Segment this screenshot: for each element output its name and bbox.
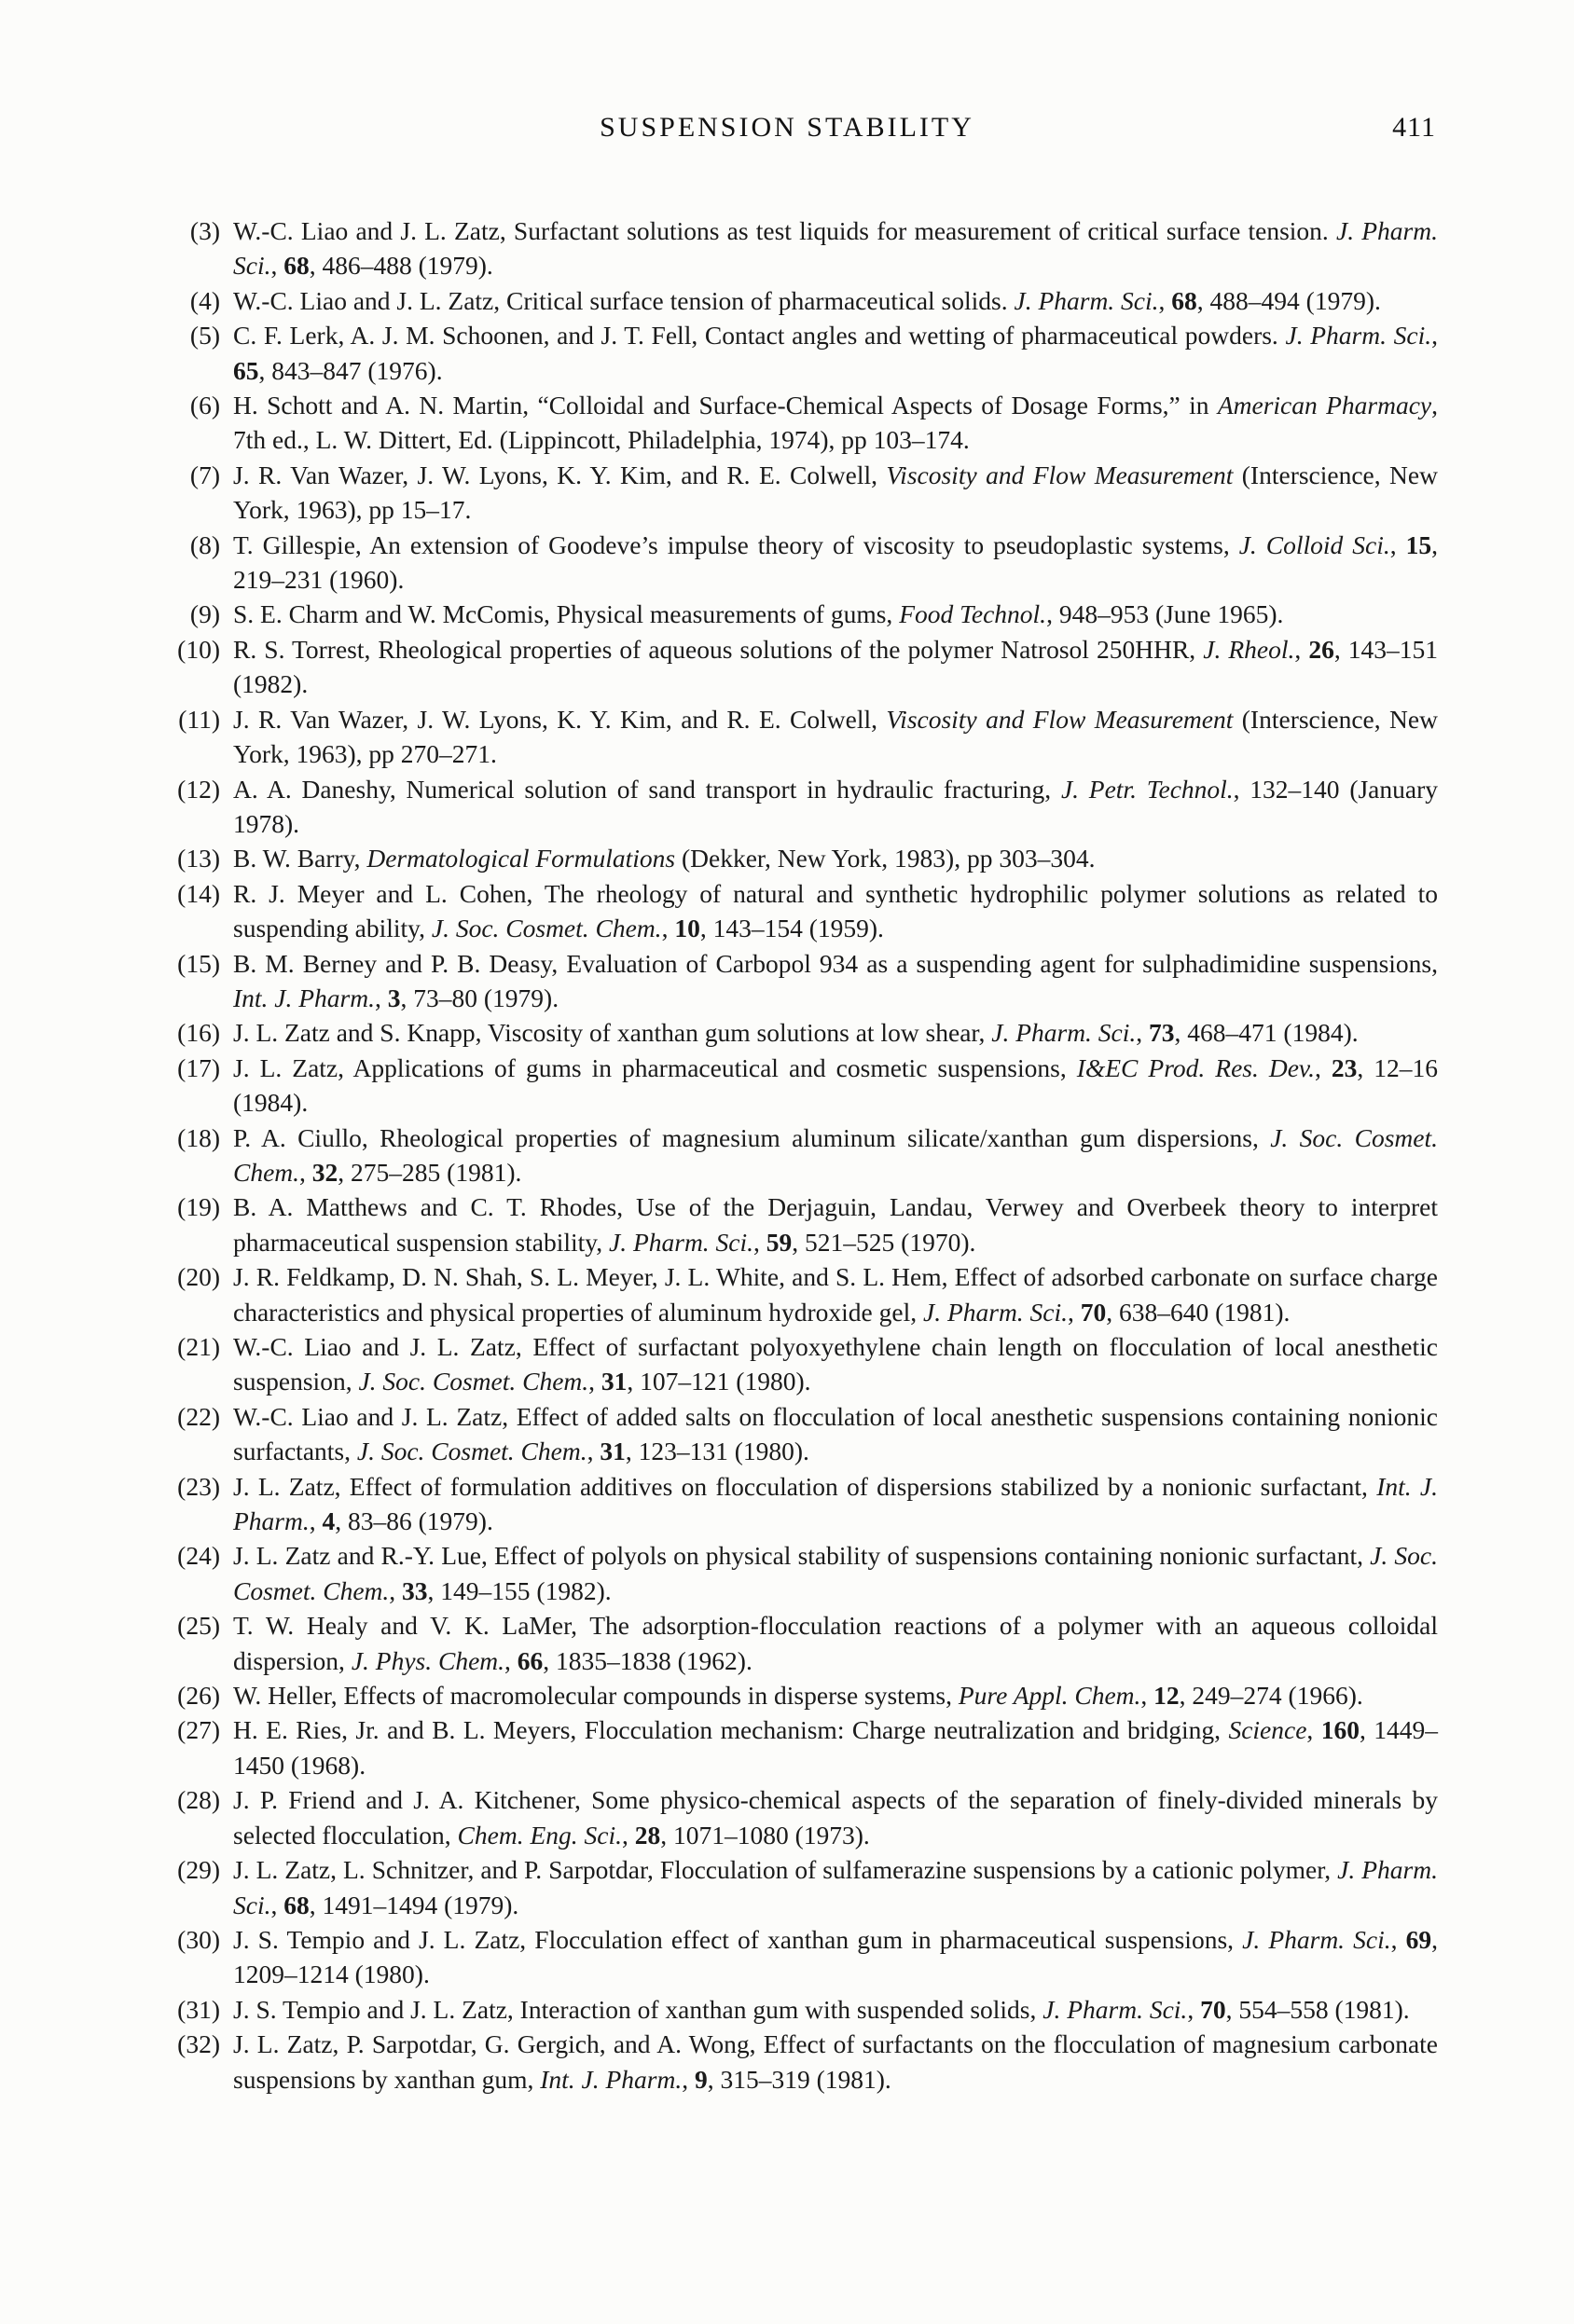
running-head: SUSPENSION STABILITY <box>600 112 974 143</box>
reference-number: (15) <box>177 948 220 978</box>
reference-item <box>177 1538 1438 1608</box>
reference-number: (30) <box>177 1924 220 1954</box>
reference-text: J. R. Van Wazer, J. W. Lyons, K. Y. Kim, and R. E. Colwell, Viscosity and Flow Measurement (Interscience, New York, 1963), pp 15–17. <box>233 460 1438 525</box>
reference-text: R. S. Torrest, Rheological properties of aqueous solutions of the polymer Natrosol 250HHR, J. Rheol., 26, 143–151 (1982). <box>233 634 1439 699</box>
reference-text: J. P. Friend and J. A. Kitchener, Some physico-chemical aspects of the separation of finely-divided minerals by selected flocculation, Chem. Eng. Sci., 28, 1071–1080 (1973). <box>233 1785 1438 1850</box>
reference-item <box>177 1712 1438 1782</box>
reference-number: (13) <box>177 844 220 873</box>
reference-item <box>177 1608 1438 1678</box>
reference-item <box>177 1259 1438 1329</box>
reference-text: J. L. Zatz, Applications of gums in pharmaceutical and cosmetic suspensions, I&EC Prod. Res. Dev., 23, 12–16 (1984). <box>233 1052 1439 1118</box>
reference-text: W.-C. Liao and J. L. Zatz, Effect of surfactant polyoxyethylene chain length on flocculation of local anesthetic suspension, J. Soc. Cosmet. Chem., 31, 107–121 (1980). <box>233 1332 1438 1396</box>
reference-item <box>177 1852 1438 1922</box>
reference-text: J. S. Tempio and J. L. Zatz, Interaction of xanthan gum with suspended solids, J. Pharm. Sci., 70, 554–558 (1981). <box>233 1994 1410 2024</box>
reference-text: J. L. Zatz, Effect of formulation additives on flocculation of dispersions stabilized by a nonionic surfactant, Int. J. Pharm., 4, 83–86 (1979). <box>233 1471 1438 1536</box>
reference-text: J. L. Zatz, L. Schnitzer, and P. Sarpotdar, Flocculation of sulfamerazine suspensions by a cationic polymer, J. Pharm. Sci., 68, 1491–1494 (1979). <box>233 1855 1438 1919</box>
reference-item <box>189 597 1438 631</box>
page-number: 411 <box>1392 112 1436 143</box>
reference-number: (27) <box>177 1715 220 1745</box>
reference-text: B. M. Berney and P. B. Deasy, Evaluation of Carbopol 934 as a suspending agent for sulphadimidine suspensions, Int. J. Pharm., 3, 73–80 (1979). <box>233 948 1438 1012</box>
reference-item <box>177 946 1438 1016</box>
reference-text: J. R. Van Wazer, J. W. Lyons, K. Y. Kim, and R. E. Colwell, Viscosity and Flow Measurement (Interscience, New York, 1963), pp 270–271. <box>233 704 1438 769</box>
reference-item <box>177 1015 1438 1050</box>
reference-list <box>177 213 1439 2097</box>
reference-text: H. Schott and A. N. Martin, “Colloidal and Surface-Chemical Aspects of Dosage Forms,” in American Pharmacy, 7th ed., L. W. Dittert, Ed. (Lippincott, Philadelphia, 1974), pp 103–174. <box>233 391 1438 455</box>
reference-text: J. L. Zatz and R.-Y. Lue, Effect of polyols on physical stability of suspensions containing nonionic surfactant, J. Soc. Cosmet. Chem., 33, 149–155 (1982). <box>233 1541 1438 1605</box>
reference-text: J. L. Zatz and S. Knapp, Viscosity of xanthan gum solutions at low shear, J. Pharm. Sci., 73, 468–471 (1984). <box>233 1018 1359 1048</box>
reference-number: (14) <box>177 878 220 908</box>
reference-number: (4) <box>189 285 220 315</box>
reference-number: (17) <box>177 1052 220 1082</box>
reference-text: B. A. Matthews and C. T. Rhodes, Use of the Derjaguin, Landau, Verwey and Overbeek theory to interpret pharmaceutical suspension stability, J. Pharm. Sci., 59, 521–525 (1970). <box>233 1192 1438 1257</box>
reference-number: (6) <box>189 391 220 420</box>
reference-item <box>177 772 1439 842</box>
reference-item <box>189 213 1438 283</box>
reference-number: (22) <box>177 1401 220 1431</box>
reference-text: P. A. Ciullo, Rheological properties of magnesium aluminum silicate/xanthan gum dispersions, J. Soc. Cosmet. Chem., 32, 275–285 (1981). <box>233 1122 1438 1187</box>
reference-number: (28) <box>177 1785 220 1815</box>
reference-number: (19) <box>177 1192 220 1222</box>
reference-item <box>177 1922 1438 1992</box>
reference-item <box>177 841 1438 875</box>
reference-item <box>189 528 1439 598</box>
reference-number: (16) <box>177 1018 220 1048</box>
reference-number: (7) <box>189 460 220 489</box>
reference-item <box>177 1399 1438 1469</box>
reference-number: (3) <box>189 216 220 245</box>
reference-item <box>189 458 1438 528</box>
reference-text: W.-C. Liao and J. L. Zatz, Critical surface tension of pharmaceutical solids. J. Pharm. Sci., 68, 488–494 (1979). <box>233 285 1381 315</box>
reference-text: A. A. Daneshy, Numerical solution of sand transport in hydraulic fracturing, J. Petr. Technol., 132–140 (January 1978). <box>233 774 1439 838</box>
reference-item <box>177 1678 1438 1712</box>
reference-number: (31) <box>177 1994 220 2024</box>
reference-item <box>189 283 1438 318</box>
reference-item <box>177 632 1439 702</box>
reference-item <box>177 1121 1438 1190</box>
reference-item <box>177 1190 1438 1259</box>
reference-text: B. W. Barry, Dermatological Formulations (Dekker, New York, 1983), pp 303–304. <box>233 844 1096 873</box>
reference-text: T. W. Healy and V. K. LaMer, The adsorption-flocculation reactions of a polymer with an aqueous colloidal dispersion, J. Phys. Chem., 66, 1835–1838 (1962). <box>233 1611 1438 1675</box>
reference-item <box>177 1782 1438 1852</box>
reference-item <box>189 318 1438 388</box>
reference-number: (8) <box>189 529 220 559</box>
reference-text: S. E. Charm and W. McComis, Physical measurements of gums, Food Technol., 948–953 (June 1965). <box>233 599 1284 629</box>
reference-number: (10) <box>177 634 220 664</box>
reference-number: (11) <box>178 704 220 734</box>
reference-number: (23) <box>177 1471 220 1501</box>
reference-text: W.-C. Liao and J. L. Zatz, Surfactant solutions as test liquids for measurement of critical surface tension. J. Pharm. Sci., 68, 486–488 (1979). <box>233 216 1438 281</box>
reference-number: (21) <box>177 1332 220 1361</box>
reference-text: J. R. Feldkamp, D. N. Shah, S. L. Meyer, J. L. White, and S. L. Hem, Effect of adsorbed carbonate on surface charge characteristics and physical properties of aluminum hydroxide gel, J. Pharm. Sci., 70, 638–640 (1981). <box>233 1262 1438 1327</box>
reference-number: (5) <box>189 321 220 351</box>
reference-number: (20) <box>177 1262 220 1292</box>
reference-number: (29) <box>177 1855 220 1885</box>
reference-number: (32) <box>177 2029 220 2059</box>
reference-number: (26) <box>177 1681 220 1711</box>
reference-text: R. J. Meyer and L. Cohen, The rheology of natural and synthetic hydrophilic polymer solutions as related to suspending ability, J. Soc. Cosmet. Chem., 10, 143–154 (1959). <box>233 878 1438 943</box>
reference-text: H. E. Ries, Jr. and B. L. Meyers, Flocculation mechanism: Charge neutralization and bridging, Science, 160, 1449–1450 (1968). <box>233 1715 1438 1780</box>
reference-text: C. F. Lerk, A. J. M. Schoonen, and J. T. Fell, Contact angles and wetting of pharmaceutical powders. J. Pharm. Sci., 65, 843–847 (1976). <box>233 321 1438 385</box>
reference-item <box>189 388 1438 458</box>
reference-number: (18) <box>177 1122 220 1152</box>
reference-number: (25) <box>177 1611 220 1641</box>
reference-item <box>178 702 1438 772</box>
reference-text: W. Heller, Effects of macromolecular compounds in disperse systems, Pure Appl. Chem., 12, 249–274 (1966). <box>233 1681 1363 1711</box>
reference-item <box>177 2027 1438 2097</box>
reference-text: J. S. Tempio and J. L. Zatz, Flocculation effect of xanthan gum in pharmaceutical suspensions, J. Pharm. Sci., 69, 1209–1214 (1980). <box>233 1924 1438 1989</box>
reference-item <box>177 1992 1438 2027</box>
reference-item <box>177 1329 1438 1399</box>
reference-text: J. L. Zatz, P. Sarpotdar, G. Gergich, and A. Wong, Effect of surfactants on the flocculation of magnesium carbonate suspensions by xanthan gum, Int. J. Pharm., 9, 315–319 (1981). <box>233 2029 1438 2094</box>
reference-item <box>177 1469 1438 1539</box>
reference-item <box>177 876 1438 946</box>
reference-number: (24) <box>177 1541 220 1571</box>
reference-number: (9) <box>189 599 220 629</box>
reference-number: (12) <box>177 774 220 804</box>
reference-text: W.-C. Liao and J. L. Zatz, Effect of added salts on flocculation of local anesthetic suspensions containing nonionic surfactants, J. Soc. Cosmet. Chem., 31, 123–131 (1980). <box>233 1401 1438 1466</box>
reference-text: T. Gillespie, An extension of Goodeve’s impulse theory of viscosity to pseudoplastic systems, J. Colloid Sci., 15, 219–231 (1960). <box>233 529 1439 595</box>
reference-item <box>177 1051 1439 1121</box>
